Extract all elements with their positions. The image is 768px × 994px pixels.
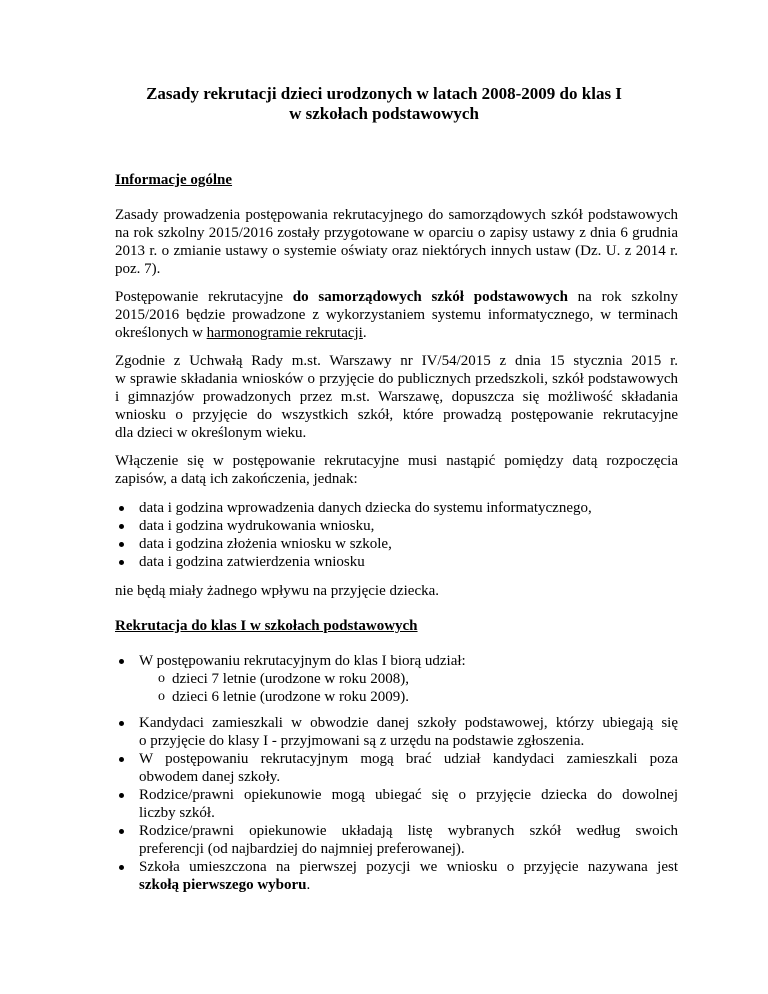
- text-line: o przyjęcie do klasy I - przyjmowani są z urzędu na podstawie zgłoszenia.: [139, 733, 585, 749]
- text-line: nie będą miały żadnego wpływu na przyjęcie dziecka.: [115, 583, 440, 599]
- sub-list-item: o dzieci 7 letnie (urodzone w roku 2008),: [115, 670, 678, 688]
- text-line: dla dzieci w określonym wieku.: [115, 425, 307, 441]
- text-line: [115, 288, 678, 306]
- text-line: Włączenie się w postępowanie rekrutacyjne musi nastąpić pomiędzy datą rozpoczęcia: [115, 453, 678, 469]
- text-line: i gimnazjów prowadzonych przez m.st. Warszawę, dopuszcza się możliwość składania: [115, 389, 678, 405]
- title-line-1: Zasady rekrutacji dzieci urodzonych w latach 2008-2009 do klas I: [146, 84, 622, 103]
- text-line: wniosku o przyjęcie do wszystkich szkół, które prowadzą postępowanie rekrutacyjne: [115, 407, 678, 423]
- paragraph-enrollment-period: [115, 452, 678, 488]
- bold-text: szkołą pierwszego wyboru: [139, 877, 307, 893]
- list-item: data i godzina wydrukowania wniosku,: [115, 517, 678, 535]
- text-line: poz. 7).: [115, 261, 161, 277]
- text-fragment: .: [306, 877, 311, 893]
- sub-list-age-groups: [115, 670, 678, 706]
- list-item: [115, 652, 678, 670]
- text-line: preferencji (od najbardziej do najmniej preferowanej).: [139, 841, 465, 857]
- list-item: data i godzina wprowadzenia danych dziecka do systemu informatycznego,: [115, 499, 678, 517]
- text-line: 2013 r. o zmianie ustawy o systemie oświaty oraz niektórych innych ustaw (Dz. U. z 2014 r.: [115, 243, 678, 259]
- text-line: obwodem danej szkoły.: [139, 769, 281, 785]
- text-line: W postępowaniu rekrutacyjnym mogą brać udział kandydaci zamieszkali poza: [139, 751, 678, 767]
- text-fragment: .: [362, 325, 367, 341]
- text-line: 2015/2016 będzie prowadzone z wykorzystaniem systemu informatycznego, w terminach: [115, 307, 678, 323]
- list-item: data i godzina złożenia wniosku w szkole,: [115, 535, 678, 553]
- text-fragment: na rok szkolny: [567, 289, 678, 305]
- paragraph-no-influence: [115, 582, 678, 600]
- page-title: [100, 84, 668, 124]
- list-item: [115, 714, 678, 750]
- list-item-text: W postępowaniu rekrutacyjnym do klas I biorą udział:: [139, 653, 466, 669]
- list-item: [115, 858, 678, 894]
- bold-text: do samorządowych szkół podstawowych: [292, 289, 568, 305]
- text-line: [115, 324, 678, 342]
- text-line: Zgodnie z Uchwałą Rady m.st. Warszawy nr IV/54/2015 z dnia 15 stycznia 2015 r.: [115, 353, 678, 369]
- paragraph-legal-basis: [115, 206, 678, 278]
- list-item: [115, 822, 678, 858]
- bullet-list-dates: [115, 499, 678, 571]
- text-line: Zasady prowadzenia postępowania rekrutacyjnego do samorządowych szkół podstawowych: [115, 207, 678, 223]
- paragraph-resolution: [115, 352, 678, 442]
- paragraph-recruitment-system: [115, 288, 678, 342]
- text-line: Szkoła umieszczona na pierwszej pozycji we wniosku o przyjęcie nazywana jest: [139, 859, 678, 875]
- sub-list-item: o dzieci 6 letnie (urodzone w roku 2009).: [115, 688, 678, 706]
- text-line: Kandydaci zamieszkali w obwodzie danej szkoły podstawowej, którzy ubiegają się: [139, 715, 678, 731]
- title-line-2: w szkołach podstawowych: [289, 104, 479, 123]
- text-line: liczby szkół.: [139, 805, 215, 821]
- list-item: data i godzina zatwierdzenia wniosku: [115, 553, 678, 571]
- section-heading-general: Informacje ogólne: [115, 172, 233, 188]
- text-fragment: Postępowanie rekrutacyjne: [115, 289, 293, 305]
- bullet-list-participants: [115, 652, 678, 670]
- text-line: w sprawie składania wniosków o przyjęcie do publicznych przedszkoli, szkół podstawowych: [115, 371, 678, 387]
- list-item: [115, 786, 678, 822]
- schedule-link[interactable]: harmonogramie rekrutacji: [206, 325, 363, 341]
- section-heading-recruitment: Rekrutacja do klas I w szkołach podstawowych: [115, 618, 418, 634]
- text-line: zapisów, a datą ich zakończenia, jednak:: [115, 471, 358, 487]
- text-line: na rok szkolny 2015/2016 zostały przygotowane w oparciu o zapisy ustawy z dnia 6 grudnia: [115, 225, 678, 241]
- list-item: [115, 750, 678, 786]
- text-line: [139, 876, 678, 894]
- text-fragment: określonych w: [115, 325, 207, 341]
- text-line: Rodzice/prawni opiekunowie mogą ubiegać się o przyjęcie dziecka do dowolnej: [139, 787, 678, 803]
- text-line: Rodzice/prawni opiekunowie układają listę wybranych szkół według swoich: [139, 823, 678, 839]
- bullet-list-rules: [115, 714, 678, 894]
